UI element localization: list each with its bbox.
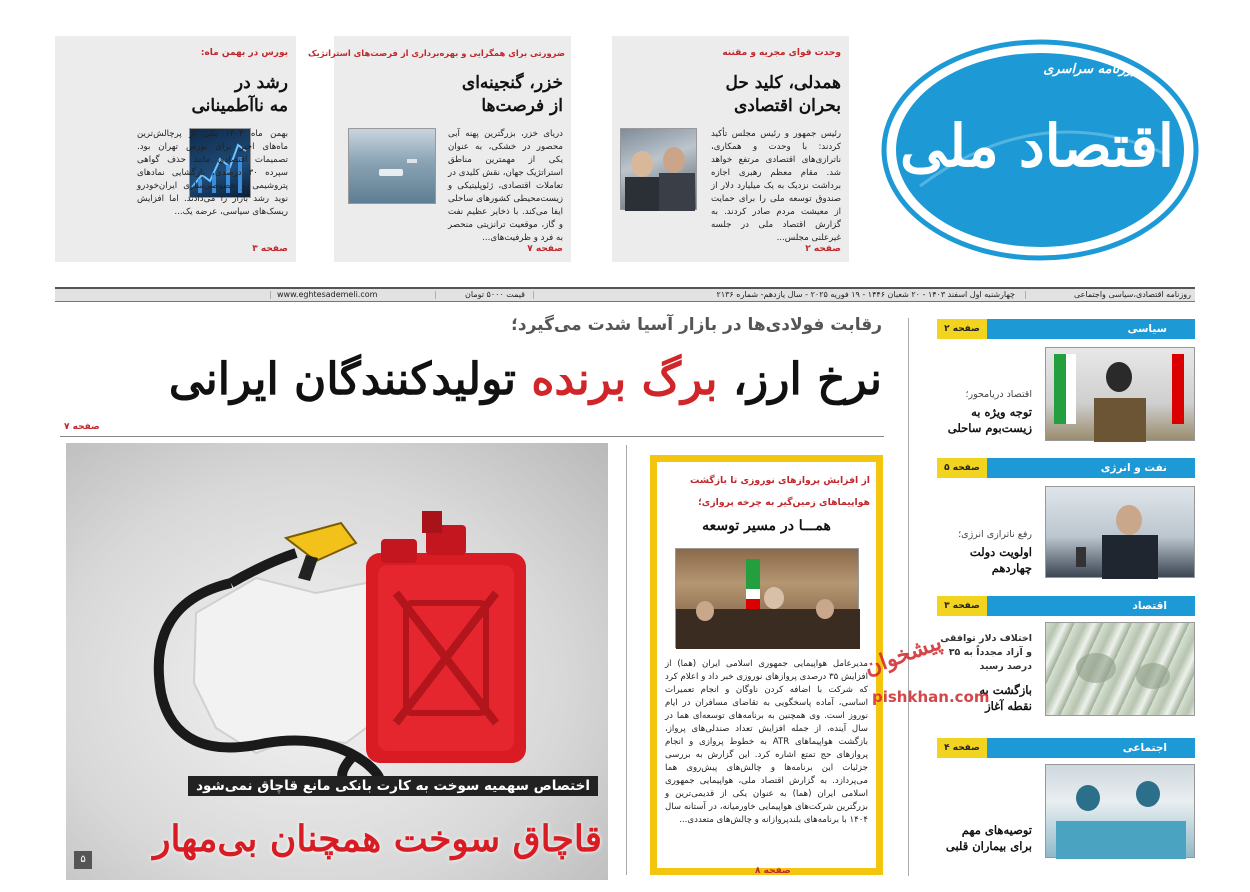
sidebar-headline[interactable]: بازگشت به نقطه آغاز: [979, 683, 1032, 713]
sidebar-photo-speaker: [1045, 347, 1195, 441]
sidebar-kicker: اختلاف دلار توافقی و آزاد مجدداً به ۳۵ درصد رسید: [940, 633, 1032, 672]
teaser-stock-market[interactable]: [55, 36, 296, 262]
photo-story-subhead: اختصاص سهمیه سوخت به کارت بانکی مانع قاچاق نمی‌شود: [188, 776, 598, 796]
divider: [60, 436, 884, 437]
issue-date: چهارشنبه اول اسفند ۱۴۰۳ - ۲۰ شعبان ۱۴۴۶ - ۱۹ فوریه ۲۰۲۵ - سال یازدهم- شماره ۲۱۳۶: [716, 290, 1015, 299]
teaser-caspian[interactable]: [308, 36, 571, 262]
divider: [626, 445, 627, 875]
sidebar-photo-surgery: [1045, 764, 1195, 858]
sidebar-headline[interactable]: اولویت دولت چهاردهم: [969, 545, 1032, 575]
masthead-logo: [880, 36, 1198, 264]
photo-story-page-number[interactable]: ۵: [74, 851, 92, 869]
teaser-page-link[interactable]: صفحه ۷: [527, 244, 563, 254]
homa-photo-meeting: [675, 548, 859, 648]
website-link[interactable]: www.eghtesademeli.com: [277, 290, 378, 299]
teaser-photo-officials: [620, 128, 697, 210]
sidebar-headline[interactable]: توصیه‌های مهم برای بیماران قلبی: [945, 823, 1032, 853]
watermark-url: pishkhan.com: [872, 688, 990, 706]
issue-info-bar: روزنامه اقتصادی،سیاسی واجتماعی | چهارشنبه اول اسفند ۱۴۰۳ - ۲۰ شعبان ۱۴۴۶ - ۱۹ فوریه ۲۰۲۵ - سال یازدهم- شماره ۲۱۳۶ | قیمت ۵۰۰۰ تومان | www.eghtesademeli.com |: [55, 287, 1195, 302]
sidebar-photo-minister: [1045, 486, 1195, 578]
teaser-headline: خزر، گنجینه‌ای از فرصت‌ها: [461, 73, 563, 116]
masthead-logo-text: اقتصاد ملی: [900, 112, 1174, 180]
teaser-kicker: وحدت قوای مجریه و مقننه: [722, 48, 841, 58]
homa-headline: همـــا در مسیر توسعه: [702, 518, 831, 534]
teaser-body: بهمن ماه ۱۴۰۳ یکی از پرچالش‌ترین ماه‌های اخیر برای بورس تهران بود. تصمیمات اقتصادی مانند حذف گواهی سپرده ۳۰ درصدی، بازگشایی نمادهای پتروشیمی و خصوصی‌سازی ایران‌خودرو نوید رشد بازار را می‌دادند. اما افزایش ریسک‌های سیاسی، عرضه یک...: [137, 129, 288, 217]
section-header-energy[interactable]: نفت و انرژی صفحه ۵: [937, 458, 1195, 478]
teaser-kicker: ضرورتی برای همگرایی و بهره‌برداری از فرصت‌های استراتژیک: [308, 48, 565, 58]
section-header-economy[interactable]: اقتصاد صفحه ۳: [937, 596, 1195, 616]
sidebar-headline[interactable]: توجه ویژه به زیست‌بوم ساحلی: [947, 405, 1032, 435]
teaser-unity[interactable]: [612, 36, 849, 262]
issue-price: قیمت ۵۰۰۰ تومان: [465, 290, 525, 299]
main-story-headline[interactable]: نرخ ارز، برگ برنده تولیدکنندگان ایرانی: [168, 354, 882, 405]
teaser-kicker: بورس در بهمن ماه:: [200, 48, 288, 58]
watermark-name: پیشخوان: [860, 629, 946, 681]
sidebar-kicker: رفع ناترازی انرژی؛: [958, 529, 1032, 540]
homa-kicker: از افزایش پروازهای نوروزی تا بازگشت هواپیماهای زمین‌گیر به چرخه پروازی؛: [690, 475, 870, 508]
section-header-political[interactable]: سیاسی صفحه ۲: [937, 319, 1195, 339]
teaser-body-continued: [620, 212, 841, 242]
sidebar-kicker: اقتصاد دریامحور؛: [965, 389, 1032, 400]
teaser-headline: همدلی، کلید حل بحران اقتصادی: [725, 73, 841, 116]
teaser-body: رئیس جمهور و رئیس مجلس تأکید کردند: با وحدت و همکاری، ناترازی‌های اقتصادی مرتفع خواهد شد. مقام معظم رهبری اجازه برداشت نزدیک به یک میلیارد دلار از صندوق توسعه ملی را برای حمایت از معیشت مردم صادر کردند. به گزارش اقتصاد ملی در جلسه غیرعلنی مجلس...: [711, 129, 841, 243]
teaser-headline: رشد در مه ناآطمینانی: [191, 73, 288, 116]
teaser-photo-ship: [348, 128, 436, 204]
teaser-page-link[interactable]: صفحه ۲: [805, 244, 841, 254]
homa-page-link[interactable]: صفحه ۸: [755, 866, 791, 876]
masthead-tagline: روزنامه سراسری: [1043, 62, 1138, 77]
teaser-body: دریای خزر، بزرگترین پهنه آبی محصور در خشکی، به عنوان یکی از مهمترین مناطق استراتژیک جهان، نقش کلیدی در تعاملات اقتصادی، ژئوپلیتیکی و زیست‌محیطی کشورهای ساحلی ایفا می‌کند. با ذخایر عظیم نفت و گاز، موقعیت ترانزیتی منحصر به فرد و ظرفیت‌های...: [448, 129, 563, 243]
section-header-social[interactable]: اجتماعی صفحه ۴: [937, 738, 1195, 758]
sidebar-photo-dollars: [1045, 622, 1195, 716]
divider: [908, 318, 909, 876]
homa-story-box[interactable]: [650, 455, 883, 875]
photo-story-headline: قاچاق سوخت همچنان بی‌مهار: [153, 818, 602, 860]
teaser-page-link[interactable]: صفحه ۳: [252, 244, 288, 254]
photo-story[interactable]: [66, 443, 608, 880]
paper-type: روزنامه اقتصادی،سیاسی واجتماعی: [1073, 290, 1191, 299]
main-story-page[interactable]: صفحه ۷: [64, 422, 100, 432]
main-story-kicker: رقابت فولادی‌ها در بازار آسیا شدت می‌گیرد؛: [511, 315, 882, 335]
homa-body: مدیرعامل هواپیمایی جمهوری اسلامی ایران (هما) از افزایش ۳۵ درصدی پروازهای نوروزی خبر داد و اعلام کرد که شرکت با اضافه کردن ناوگان و انجام تعمیرات اساسی، آماده پاسخگویی به تقاضای مسافران در ایام نوروز است. وی همچنین به برنامه‌های توسعه‌ای هما در سال آینده، از جمله افزایش تعداد صندلی‌های پرواز، بازگشت هواپیماهای ATR به خطوط پروازی و انجام پروازهای حج تمتع اشاره کرد. این گزارش به بررسی جزئیات این برنامه‌ها و چالش‌های پیش‌روی هما می‌پردازد. به گزارش اقتصاد ملی، هواپیمایی جمهوری اسلامی ایران (هما) به عنوان یکی از قدیمی‌ترین و بزرگترین شرکت‌های هواپیمایی خاورمیانه، در آستانه سال ۱۴۰۴ با برنامه‌های بلندپروازانه و چالش‌های متعددی...: [665, 659, 868, 825]
